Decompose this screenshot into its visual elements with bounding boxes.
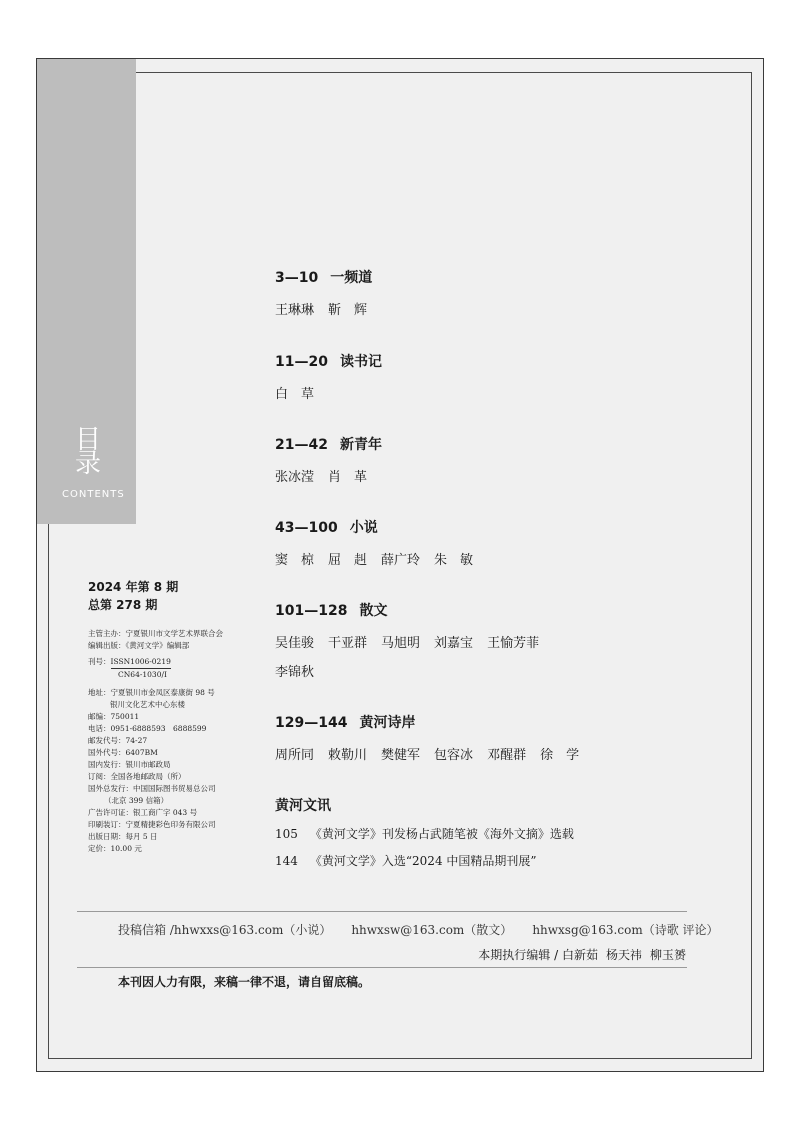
- issue-number: 2024 年第 8 期: [88, 580, 179, 594]
- author: 樊健军: [381, 748, 421, 763]
- author: 徐 学: [540, 748, 580, 763]
- author: 干亚群: [328, 636, 368, 651]
- email-poetry: hhwxsg@163.com（诗歌 评论）: [532, 923, 719, 937]
- toc-section-5: [275, 600, 553, 680]
- colophon-order: 订阅：全国各地邮政局（所）: [88, 772, 186, 781]
- toc-authors: [275, 744, 593, 763]
- colophon-phone: 电话：0951-6888593 6888599: [88, 724, 207, 733]
- colophon-license: 广告许可证：银工商广字 043 号: [88, 808, 198, 817]
- email-prose: hhwxsw@163.com（散文）: [351, 923, 513, 937]
- contents-title-en: CONTENTS: [62, 489, 125, 500]
- news-title: 黄河文讯: [275, 798, 331, 814]
- editors-label: 本期执行编辑 / 白新茹: [478, 948, 598, 962]
- toc-pages: 3—10: [275, 270, 319, 286]
- author: 邓醒群: [487, 748, 527, 763]
- colophon-postcode: 邮编：750011: [88, 712, 140, 721]
- colophon: [88, 628, 223, 855]
- toc-section-6: [275, 712, 593, 763]
- divider-top: [77, 911, 687, 912]
- toc-heading: [275, 267, 381, 287]
- colophon-domestic: 国内发行：银川市邮政局: [88, 760, 171, 769]
- toc-heading: [275, 600, 553, 620]
- toc-section-4: [275, 517, 487, 568]
- toc-pages: 11—20: [275, 354, 328, 370]
- colophon-price: 定价：10.00 元: [88, 844, 142, 853]
- author: 王愉芳菲: [487, 636, 540, 651]
- author: 王琳琳: [275, 303, 315, 318]
- toc-section-2: [275, 351, 382, 402]
- toc-column: 散文: [359, 603, 388, 619]
- contents-title-char2: 录: [74, 449, 101, 479]
- toc-heading: [275, 712, 593, 732]
- author: 吴佳骏: [275, 636, 315, 651]
- issue-info: [88, 578, 178, 614]
- toc-authors: [275, 299, 381, 318]
- toc-pages: 129—144: [275, 715, 348, 731]
- toc-column: 小说: [349, 520, 378, 536]
- colophon-address: 地址：宁夏银川市金凤区泰康街 98 号: [88, 688, 215, 697]
- news-section: [275, 795, 574, 869]
- submission-notice: 本刊因人力有限，来稿一律不退，请自留底稿。: [118, 975, 371, 989]
- contents-title: [73, 425, 103, 479]
- contents-title-char1: 目: [74, 425, 101, 455]
- author: 刘嘉宝: [434, 636, 474, 651]
- toc-section-3: [275, 434, 382, 485]
- colophon-address-2: 银川文化艺术中心东楼: [110, 700, 185, 709]
- colophon-pubdate: 出版日期：每月 5 日: [88, 832, 158, 841]
- contribution-emails: [118, 921, 719, 938]
- toc-section-1: [275, 267, 381, 318]
- toc-authors: [275, 466, 382, 485]
- colophon-issn-row: [88, 656, 223, 669]
- toc-authors: [275, 549, 487, 568]
- news-item: [275, 825, 574, 842]
- news-text: 《黄河文学》刊发杨占武随笔被《海外文摘》选载: [309, 827, 574, 841]
- author: 窦 椋: [275, 553, 315, 568]
- colophon-foreign-code: 国外代号：6407BM: [88, 748, 158, 757]
- toc-pages: 21—42: [275, 437, 328, 453]
- toc-authors-line2: 李锦秋: [275, 665, 315, 680]
- author: 马旭明: [381, 636, 421, 651]
- colophon-printer: 印刷装订：宁夏精捷彩色印务有限公司: [88, 820, 216, 829]
- toc-authors: [275, 632, 553, 651]
- executive-editors: [470, 946, 686, 963]
- toc-column: 新青年: [339, 437, 382, 453]
- toc-column: 一频道: [330, 270, 373, 286]
- author: 肖 革: [328, 470, 368, 485]
- toc-heading: [275, 434, 382, 454]
- news-page: 144: [275, 854, 298, 868]
- toc-column: 黄河诗岸: [359, 715, 416, 731]
- news-item: [275, 852, 574, 869]
- issn-label: 刊号：: [88, 657, 111, 666]
- colophon-publisher: 编辑出版：《黄河文学》编辑部: [88, 641, 190, 650]
- toc-heading: [275, 351, 382, 371]
- news-page: 105: [275, 827, 298, 841]
- colophon-mail-code: 邮发代号：74-27: [88, 736, 148, 745]
- issue-total: 总第 278 期: [88, 598, 158, 612]
- author: 周所同: [275, 748, 315, 763]
- author: 薛广玲: [381, 553, 421, 568]
- toc-pages: 43—100: [275, 520, 338, 536]
- author: 朱 敏: [434, 553, 474, 568]
- editor-name: 柳玉赟: [649, 948, 686, 962]
- issn: ISSN1006-0219: [111, 656, 171, 669]
- news-text: 《黄河文学》入选“2024 中国精品期刊展”: [309, 854, 537, 868]
- toc-authors: [275, 383, 382, 402]
- email-fiction: hhwxxs@163.com（小说）: [173, 923, 332, 937]
- colophon-foreign: 国外总发行：中国国际图书贸易总公司: [88, 784, 216, 793]
- editor-name: 杨天祎: [605, 948, 642, 962]
- cn-number: CN64-1030/I: [118, 670, 167, 679]
- colophon-sponsor: 主管主办：宁夏银川市文学艺术界联合会: [88, 629, 223, 638]
- author: 包容冰: [434, 748, 474, 763]
- contrib-label: 投稿信箱 /: [118, 923, 174, 937]
- toc-heading: [275, 517, 487, 537]
- divider-bottom: [77, 967, 687, 968]
- author: 敕勒川: [328, 748, 368, 763]
- author: 靳 辉: [328, 303, 368, 318]
- colophon-foreign-2: （北京 399 信箱）: [104, 796, 169, 805]
- author: 白 草: [275, 387, 315, 402]
- toc-pages: 101—128: [275, 603, 348, 619]
- toc-column: 读书记: [339, 354, 382, 370]
- author: 张冰滢: [275, 470, 315, 485]
- author: 屈 赳: [328, 553, 368, 568]
